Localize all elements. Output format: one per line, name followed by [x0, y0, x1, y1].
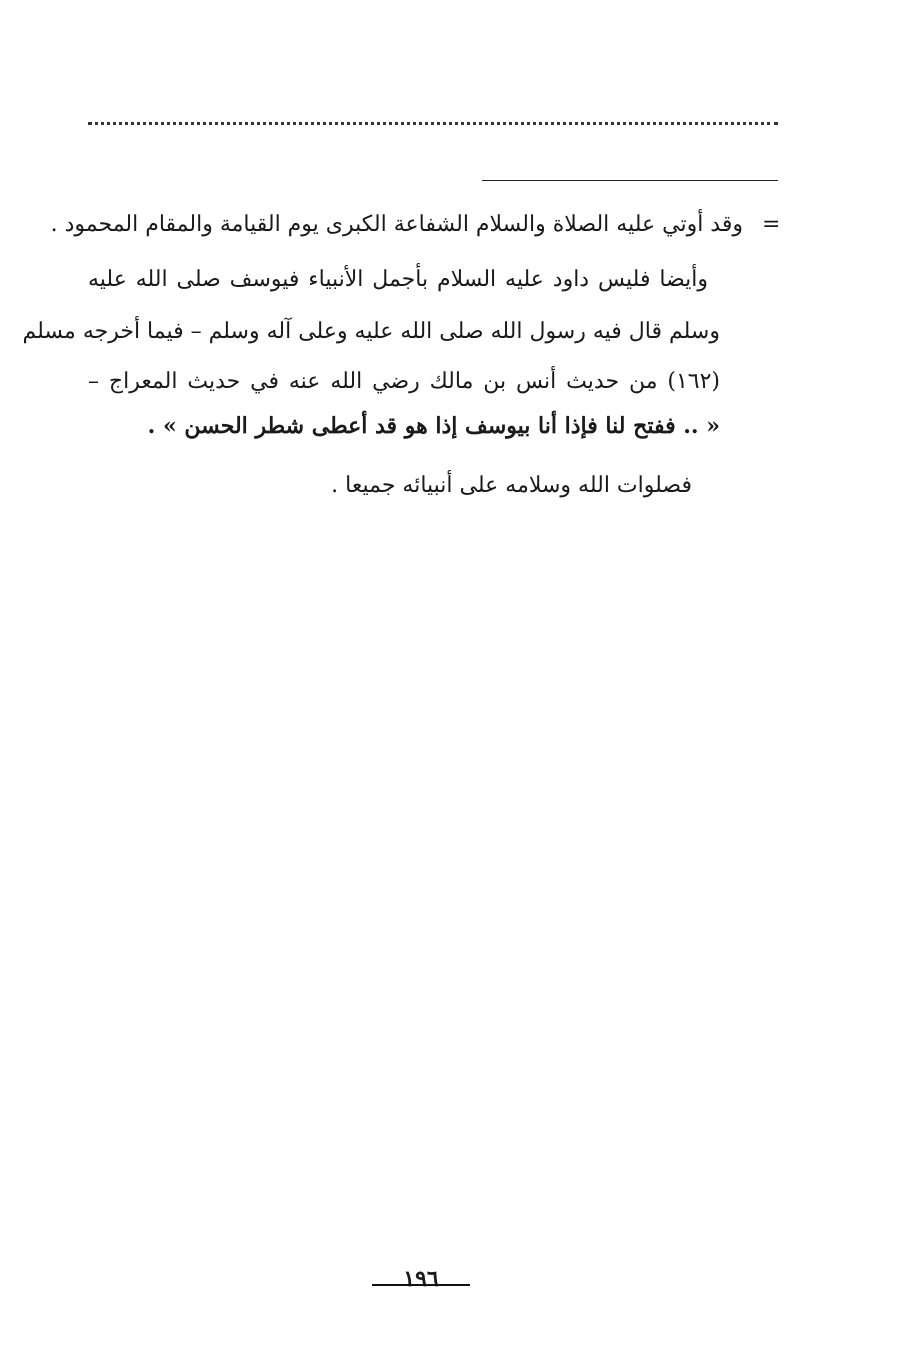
closing-line: فصلوات الله وسلامه على أنبيائه جميعا . — [331, 473, 692, 498]
page-number: ١٩٦ — [403, 1266, 439, 1292]
continuation-mark: = — [762, 212, 781, 237]
paragraph-line-1: وأيضا فليس داود عليه السلام بأجمل الأنبياء فيوسف صلى الله عليه — [88, 267, 708, 292]
dotted-separator — [88, 122, 778, 125]
footnote-separator — [482, 180, 778, 181]
paragraph-line-3: (١٦٢) من حديث أنس بن مالك رضي الله عنه في حديث المعراج – — [88, 369, 720, 394]
page-number-underline — [372, 1284, 470, 1286]
footnote-text: وقد أوتي عليه الصلاة والسلام الشفاعة الكبرى يوم القيامة والمقام المحمود . — [50, 212, 743, 237]
paragraph-line-2: وسلم قال فيه رسول الله صلى الله عليه وعلى آله وسلم – فيما أخرجه مسلم — [22, 319, 720, 344]
paragraph-line-4-quote: « .. ففتح لنا فإذا أنا بيوسف إذا هو قد أعطى شطر الحسن » . — [147, 413, 720, 439]
